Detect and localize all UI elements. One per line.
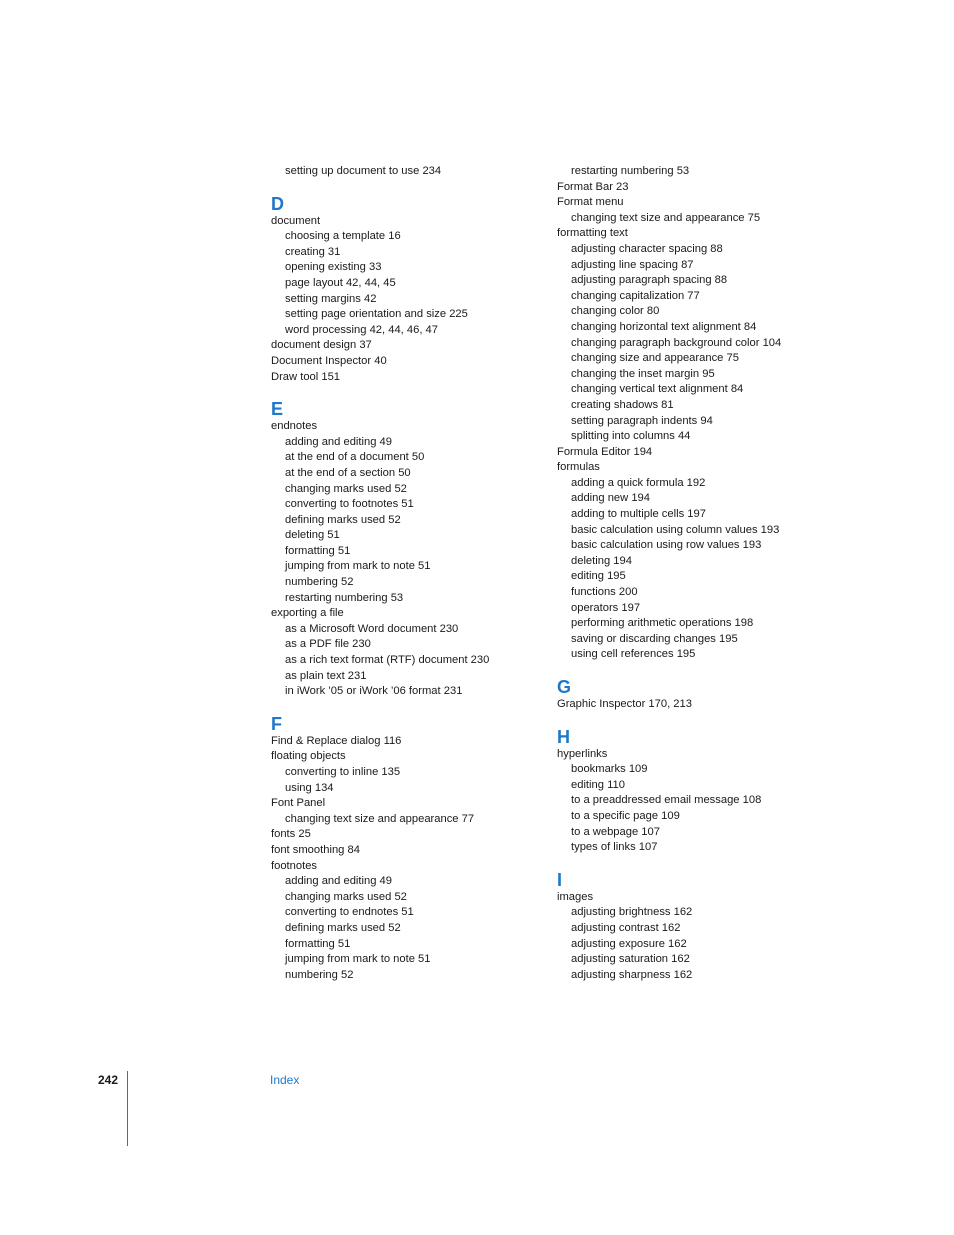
index-subentry: changing capitalization 77	[571, 289, 700, 302]
index-subentry: adjusting paragraph spacing 88	[571, 274, 728, 287]
index-subentry: numbering 52	[285, 968, 354, 981]
index-subentry: changing color 80	[571, 305, 660, 318]
index-section-letter: F	[271, 713, 282, 734]
index-subentry: opening existing 33	[285, 261, 382, 274]
index-subentry: basic calculation using column values 193	[571, 523, 780, 536]
index-subentry: converting to inline 135	[285, 766, 401, 778]
index-subentry: changing size and appearance 75	[571, 352, 739, 365]
index-entry: floating objects	[271, 750, 346, 763]
index-subentry: jumping from mark to note 51	[285, 560, 431, 573]
index-subentry: bookmarks 109	[571, 763, 648, 776]
index-subentry: creating 31	[285, 245, 341, 258]
index-subentry: in iWork ’05 or iWork ’06 format 231	[285, 685, 463, 698]
index-entry: footnotes	[271, 859, 318, 872]
index-entry: Draw tool 151	[271, 370, 341, 383]
index-subentry: as a Microsoft Word document 230	[285, 622, 459, 635]
index-subentry: adjusting brightness 162	[571, 906, 693, 919]
index-subentry: adjusting character spacing 88	[571, 242, 723, 255]
index-subentry: adjusting exposure 162	[571, 937, 687, 950]
index-subentry: adding and editing 49	[285, 435, 392, 448]
index-subentry: deleting 51	[285, 529, 340, 542]
index-subentry: adding and editing 49	[285, 875, 392, 888]
index-section-letter: G	[557, 677, 572, 697]
index-entry: document	[271, 214, 321, 227]
index-subentry: adjusting sharpness 162	[571, 968, 693, 981]
index-column-right	[557, 164, 827, 983]
index-entry: endnotes	[271, 420, 318, 433]
page-number: 242	[98, 1073, 119, 1087]
index-entry: Format Bar 23	[557, 180, 629, 193]
index-subentry: saving or discarding changes 195	[571, 632, 738, 645]
index-subentry: converting to footnotes 51	[285, 498, 414, 511]
index-subentry: as a rich text format (RTF) document 230	[285, 654, 490, 667]
index-subentry: operators 197	[571, 601, 641, 614]
index-subentry: changing the inset margin 95	[571, 367, 715, 380]
index-subentry: changing marks used 52	[285, 890, 407, 903]
index-subentry: creating shadows 81	[571, 398, 674, 411]
index-subentry: splitting into columns 44	[571, 430, 691, 443]
index-subentry: restarting numbering 53	[571, 165, 690, 177]
index-subentry: formatting 51	[285, 937, 351, 950]
index-subentry: at the end of a section 50	[285, 466, 411, 479]
index-entry: document design 37	[271, 339, 372, 352]
index-subentry: using 134	[285, 781, 334, 794]
index-entry: Graphic Inspector 170, 213	[557, 698, 692, 710]
index-subentry: editing 195	[571, 570, 626, 583]
index-subentry: adding a quick formula 192	[571, 476, 706, 489]
index-subentry: adjusting saturation 162	[571, 953, 690, 966]
index-subentry: at the end of a document 50	[285, 451, 425, 464]
index-subentry: setting paragraph indents 94	[571, 414, 713, 427]
index-subentry: performing arithmetic operations 198	[571, 617, 754, 630]
index-subentry: defining marks used 52	[285, 921, 401, 934]
index-subentry: adding to multiple cells 197	[571, 508, 706, 521]
index-entry: Format menu	[557, 196, 624, 209]
index-entry: font smoothing 84	[271, 843, 360, 856]
index-entry: exporting a file	[271, 607, 344, 620]
index-subentry: adjusting contrast 162	[571, 921, 681, 934]
index-entry: formulas	[557, 461, 600, 474]
index-subentry: page layout 42, 44, 45	[285, 276, 396, 289]
index-subentry: changing vertical text alignment 84	[571, 383, 744, 396]
index-section-letter: H	[557, 726, 570, 747]
section-label: Index	[270, 1073, 300, 1087]
index-subentry: jumping from mark to note 51	[285, 953, 431, 966]
index-subentry: using cell references 195	[571, 648, 696, 661]
index-subentry: choosing a template 16	[285, 230, 401, 243]
index-subentry: changing horizontal text alignment 84	[571, 320, 757, 333]
index-subentry: adding new 194	[571, 492, 651, 505]
index-subentry: changing text size and appearance 77	[285, 812, 475, 825]
index-subentry: numbering 52	[285, 576, 354, 589]
index-section-letter: E	[271, 399, 284, 420]
index-entry: formatting text	[557, 227, 628, 240]
index-subentry: to a preaddressed email message 108	[571, 794, 762, 807]
index-subentry: to a specific page 109	[571, 809, 680, 822]
index-subentry: functions 200	[571, 586, 638, 599]
index-entry: Document Inspector 40	[271, 354, 387, 367]
index-section-letter: D	[271, 193, 284, 214]
index-subentry: types of links 107	[571, 841, 658, 854]
index-column-left	[271, 164, 541, 983]
index-entry: images	[557, 890, 594, 903]
index-subentry: restarting numbering 53	[285, 591, 404, 604]
index-entry: Find & Replace dialog 116	[271, 734, 402, 747]
index-subentry: setting margins 42	[285, 292, 377, 305]
index-subentry: converting to endnotes 51	[285, 906, 414, 919]
index-subentry: as a PDF file 230	[285, 638, 371, 651]
index-subentry: word processing 42, 44, 46, 47	[285, 323, 438, 336]
index-subentry: changing text size and appearance 75	[571, 211, 761, 224]
index-section-letter: I	[557, 869, 563, 890]
index-subentry: changing marks used 52	[285, 482, 407, 495]
index-subentry: setting page orientation and size 225	[285, 308, 468, 321]
index-entry: Formula Editor 194	[557, 445, 653, 458]
index-subentry: defining marks used 52	[285, 513, 401, 526]
index-subentry: setting up document to use 234	[285, 165, 442, 177]
index-subentry: basic calculation using row values 193	[571, 539, 762, 552]
index-subentry: changing paragraph background color 104	[571, 336, 782, 349]
index-subentry: to a webpage 107	[571, 825, 660, 838]
footer-divider	[127, 1071, 128, 1146]
index-entry: hyperlinks	[557, 747, 608, 760]
index-entry: Font Panel	[271, 797, 326, 810]
index-subentry: deleting 194	[571, 554, 632, 567]
index-entry: fonts 25	[271, 828, 311, 841]
index-subentry: editing 110	[571, 778, 625, 791]
index-subentry: adjusting line spacing 87	[571, 258, 694, 271]
index-subentry: formatting 51	[285, 544, 351, 557]
index-subentry: as plain text 231	[285, 669, 367, 682]
